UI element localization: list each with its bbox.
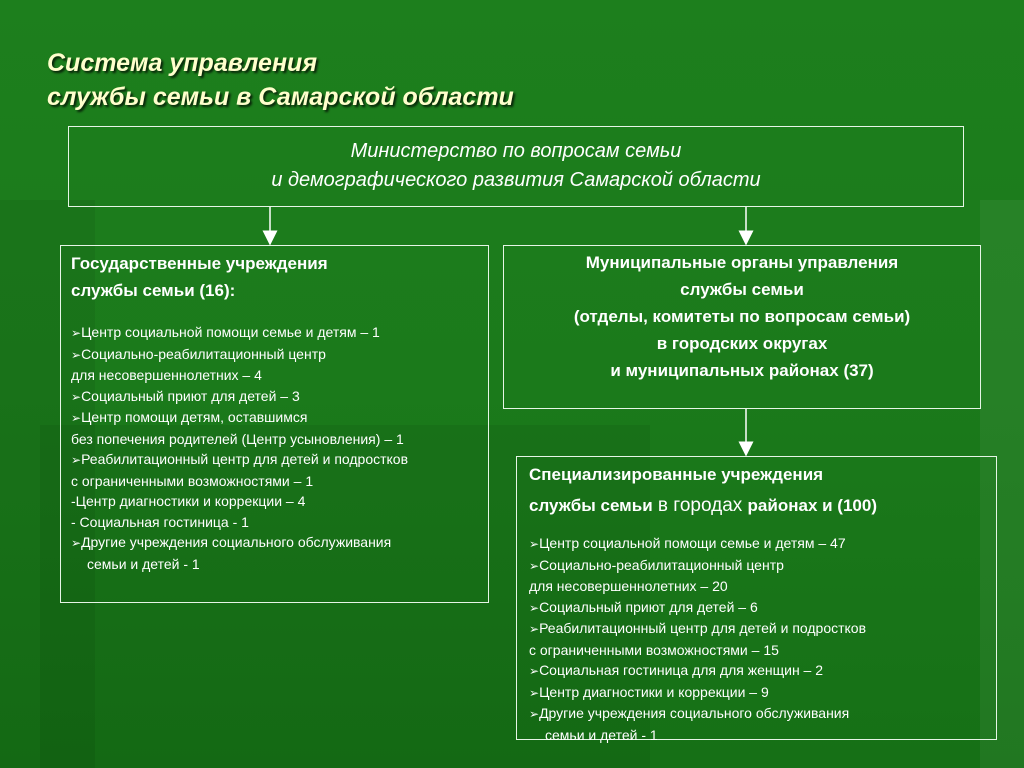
- municipal-line-5: и муниципальных районах (37): [610, 361, 874, 380]
- list-item-text: Социально-реабилитационный центр: [539, 556, 784, 573]
- special-heading-part-c: районах и (100): [747, 496, 877, 515]
- arrow-bullet-icon: ➢: [71, 389, 82, 404]
- arrow-bullet-icon: ➢: [71, 411, 82, 425]
- list-item-text: семьи и детей - 1: [545, 726, 658, 743]
- list-item-text: Реабилитационный центр для детей и подростков: [81, 451, 409, 467]
- title-line-2: службы семьи в Самарской области: [47, 83, 514, 111]
- list-item-text: Другие учреждения социального обслуживания: [81, 534, 392, 550]
- municipal-line-3: (отделы, комитеты по вопросам семьи): [573, 307, 911, 326]
- list-item-text: с ограниченными возможностями – 1: [71, 472, 314, 489]
- list-item-text: Центр социальной помощи семье и детям – 47: [539, 535, 846, 551]
- state-heading-line-2: службы семьи (16):: [71, 281, 236, 300]
- arrow-bullet-icon: ➢: [529, 558, 540, 573]
- municipal-line-1: Муниципальные органы управления: [585, 253, 899, 272]
- special-heading-part-b: в городах: [652, 495, 748, 516]
- ministry-line-2: и демографического развития Самарской области: [271, 169, 761, 191]
- arrow-bullet-icon: ➢: [71, 326, 82, 340]
- municipal-line-4: в городских округах: [656, 334, 828, 353]
- list-item-text: с ограниченными возможностями – 15: [529, 641, 779, 658]
- list-item-text: Социальный приют для детей – 6: [539, 598, 758, 615]
- list-item-text: Центр диагностики и коррекции – 9: [539, 683, 769, 700]
- arrow-bullet-icon: ➢: [529, 622, 540, 636]
- municipal-line-2: службы семьи: [680, 280, 804, 299]
- list-item-text: Другие учреждения социального обслуживания: [539, 705, 850, 721]
- list-item-text: Социальная гостиница для для женщин – 2: [539, 662, 824, 678]
- list-item-text: семьи и детей - 1: [87, 555, 200, 572]
- special-heading-part-a: службы семьи: [529, 496, 653, 515]
- arrow-bullet-icon: ➢: [71, 347, 82, 362]
- arrow-bullet-icon: ➢: [529, 664, 540, 678]
- special-heading-line-1: Специализированные учреждения: [529, 465, 824, 484]
- arrow-bullet-icon: ➢: [529, 537, 540, 551]
- list-item-text: для несовершеннолетних – 20: [529, 578, 728, 594]
- title-line-1: Система управления: [47, 49, 318, 77]
- ministry-line-1: Министерство по вопросам семьи: [350, 140, 682, 162]
- list-item-text: -Центр диагностики и коррекции – 4: [71, 493, 306, 509]
- state-heading-line-1: Государственные учреждения: [71, 254, 328, 273]
- list-item-text: Социальный приют для детей – 3: [81, 387, 300, 404]
- list-item-text: Реабилитационный центр для детей и подростков: [539, 620, 867, 636]
- list-item-text: Центр помощи детям, оставшимся: [81, 409, 308, 425]
- list-item-text: Центр социальной помощи семье и детям – 1: [81, 324, 380, 340]
- list-item-text: для несовершеннолетних – 4: [71, 367, 262, 383]
- list-item-text: - Социальная гостиница - 1: [71, 513, 249, 530]
- arrow-bullet-icon: ➢: [529, 707, 540, 721]
- arrow-bullet-icon: ➢: [71, 536, 82, 550]
- arrow-bullet-icon: ➢: [529, 600, 540, 615]
- list-item-text: Социально-реабилитационный центр: [81, 345, 326, 362]
- list-item-text: без попечения родителей (Центр усыновления) – 1: [71, 430, 404, 447]
- arrow-bullet-icon: ➢: [529, 685, 540, 700]
- arrow-bullet-icon: ➢: [71, 453, 82, 467]
